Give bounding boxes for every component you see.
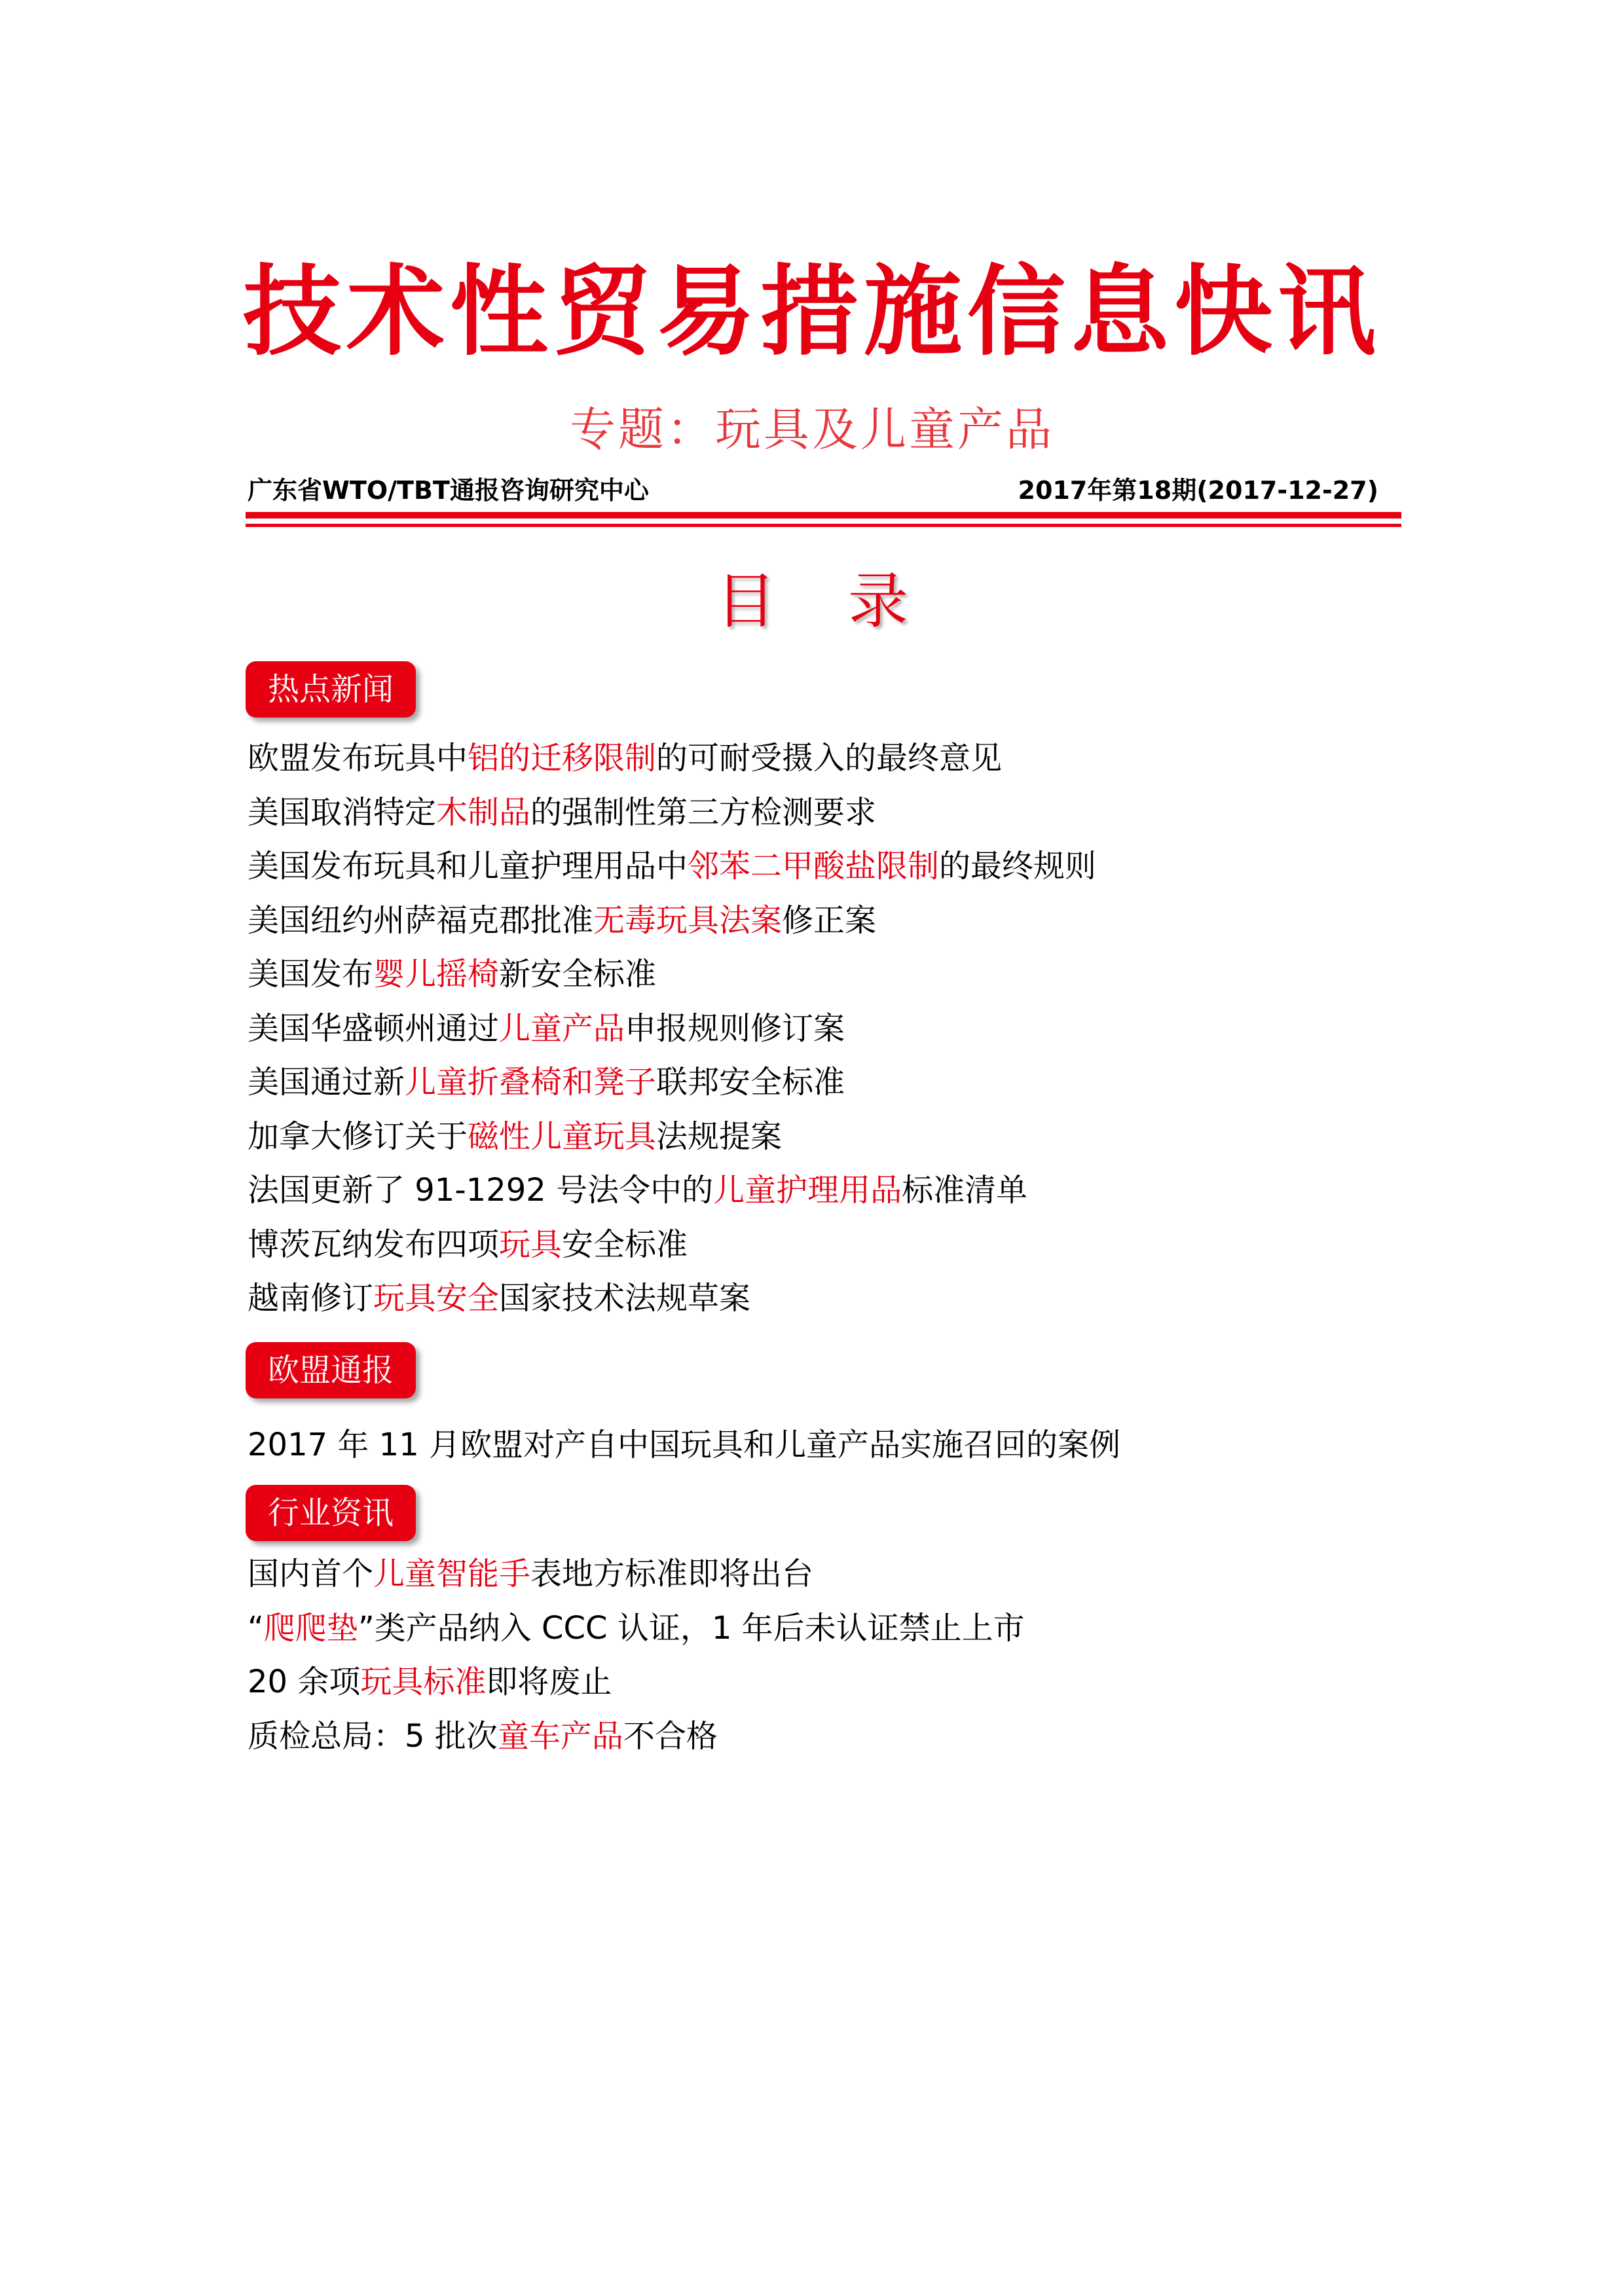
toc-entry-text: 博茨瓦纳发布四项	[248, 1226, 500, 1263]
toc-entry-keyword: 邻苯二甲酸盐限制	[688, 848, 940, 884]
toc-entry-text: 的强制性第三方检测要求	[530, 793, 877, 831]
toc-entry-text: 国内首个	[248, 1556, 374, 1592]
toc-entry-link[interactable]	[248, 1225, 688, 1264]
toc-entry-link[interactable]	[248, 1279, 750, 1318]
toc-entry-link[interactable]	[248, 1009, 845, 1048]
toc-entry-text: “	[248, 1609, 264, 1647]
toc-entry-link[interactable]	[248, 901, 876, 940]
toc-entry-text: 即将废止	[486, 1664, 612, 1700]
toc-entry-text: ”类产品纳入 CCC 认证，1 年后未认证禁止上市	[358, 1609, 1025, 1647]
toc-entry-text: 越南修订	[248, 1280, 374, 1317]
toc-entry-text: 国家技术法规草案	[499, 1280, 751, 1317]
toc-entry-keyword: 玩具标准	[360, 1664, 487, 1700]
toc-entry-link[interactable]	[248, 793, 876, 832]
toc-entry-text: 新安全标准	[499, 956, 657, 993]
toc-entry-keyword: 铝的迁移限制	[468, 740, 657, 776]
toc-entry-text: 申报规则修订案	[625, 1010, 845, 1047]
toc-entry-link[interactable]	[248, 1662, 612, 1702]
toc-entry-keyword: 磁性儿童玩具	[468, 1118, 657, 1155]
header-divider-thick	[246, 512, 1401, 519]
toc-entry-text: 美国通过新	[248, 1064, 405, 1101]
document-subtitle: 专题：玩具及儿童产品	[570, 403, 1054, 456]
toc-entry-text: 联邦安全标准	[656, 1064, 845, 1101]
toc-entry-text: 法国更新了 91-1292 号法令中的	[248, 1172, 714, 1209]
toc-entry-text: 美国发布	[248, 956, 374, 993]
toc-entry-text: 美国发布玩具和儿童护理用品中	[248, 848, 688, 884]
toc-entry-text: 表地方标准即将出台	[530, 1556, 814, 1592]
toc-entry-text: 不合格	[623, 1717, 718, 1755]
toc-entry-text: 欧盟发布玩具中	[248, 740, 468, 776]
issue-number: 2017年第18期(2017-12-27)	[1018, 476, 1378, 505]
toc-entry-link[interactable]	[248, 955, 656, 994]
toc-entry-link[interactable]	[248, 847, 1096, 886]
toc-entry-link[interactable]	[248, 1063, 845, 1102]
toc-entry-link[interactable]	[248, 1425, 1120, 1465]
toc-entry-text: 修正案	[782, 902, 877, 939]
section-badge-industry: 行业资讯	[246, 1485, 416, 1541]
toc-entry-keyword: 童车产品	[497, 1717, 623, 1755]
toc-entry-text: 2017 年 11 月欧盟对产自中国玩具和儿童产品实施召回的案例	[248, 1427, 1121, 1463]
toc-entry-text: 质检总局：5 批次	[248, 1717, 498, 1755]
toc-entry-keyword: 儿童产品	[499, 1010, 625, 1047]
toc-entry-keyword: 儿童护理用品	[713, 1172, 902, 1209]
toc-entry-keyword: 爬爬垫	[263, 1609, 358, 1647]
toc-entry-text: 加拿大修订关于	[248, 1118, 468, 1155]
section-badge-hot-news: 热点新闻	[246, 661, 416, 718]
toc-entry-text: 美国华盛顿州通过	[248, 1010, 500, 1047]
toc-entry-text: 的最终规则	[939, 848, 1097, 884]
toc-entry-keyword: 儿童折叠椅和凳子	[405, 1064, 657, 1101]
section-badge-eu-notice: 欧盟通报	[246, 1342, 416, 1398]
toc-entry-link[interactable]	[248, 1171, 1027, 1210]
toc-entry-text: 的可耐受摄入的最终意见	[656, 740, 1003, 776]
toc-entry-text: 美国纽约州萨福克郡批准	[248, 902, 594, 939]
toc-entry-keyword: 儿童智能手	[373, 1556, 531, 1592]
header-divider-thin	[246, 524, 1401, 527]
toc-entry-keyword: 无毒玩具法案	[593, 902, 783, 939]
toc-entry-text: 法规提案	[656, 1118, 783, 1155]
toc-entry-keyword: 玩具安全	[373, 1280, 500, 1317]
toc-entry-keyword: 木制品	[436, 793, 531, 831]
toc-entry-text: 20 余项	[248, 1664, 361, 1700]
toc-title: 目录	[715, 566, 980, 636]
toc-entry-text: 安全标准	[562, 1226, 688, 1263]
document-title: 技术性贸易措施信息快讯	[242, 255, 1381, 369]
toc-entry-link[interactable]	[248, 1609, 1025, 1648]
toc-entry-link[interactable]	[248, 1717, 718, 1756]
toc-entry-link[interactable]	[248, 738, 1002, 778]
toc-entry-link[interactable]	[248, 1554, 813, 1594]
organization-name: 广东省WTO/TBT通报咨询研究中心	[248, 476, 649, 505]
toc-entry-text: 美国取消特定	[248, 793, 437, 831]
toc-entry-link[interactable]	[248, 1117, 782, 1156]
toc-entry-keyword: 婴儿摇椅	[373, 956, 500, 993]
toc-entry-text: 标准清单	[902, 1172, 1028, 1209]
toc-entry-keyword: 玩具	[499, 1226, 563, 1263]
